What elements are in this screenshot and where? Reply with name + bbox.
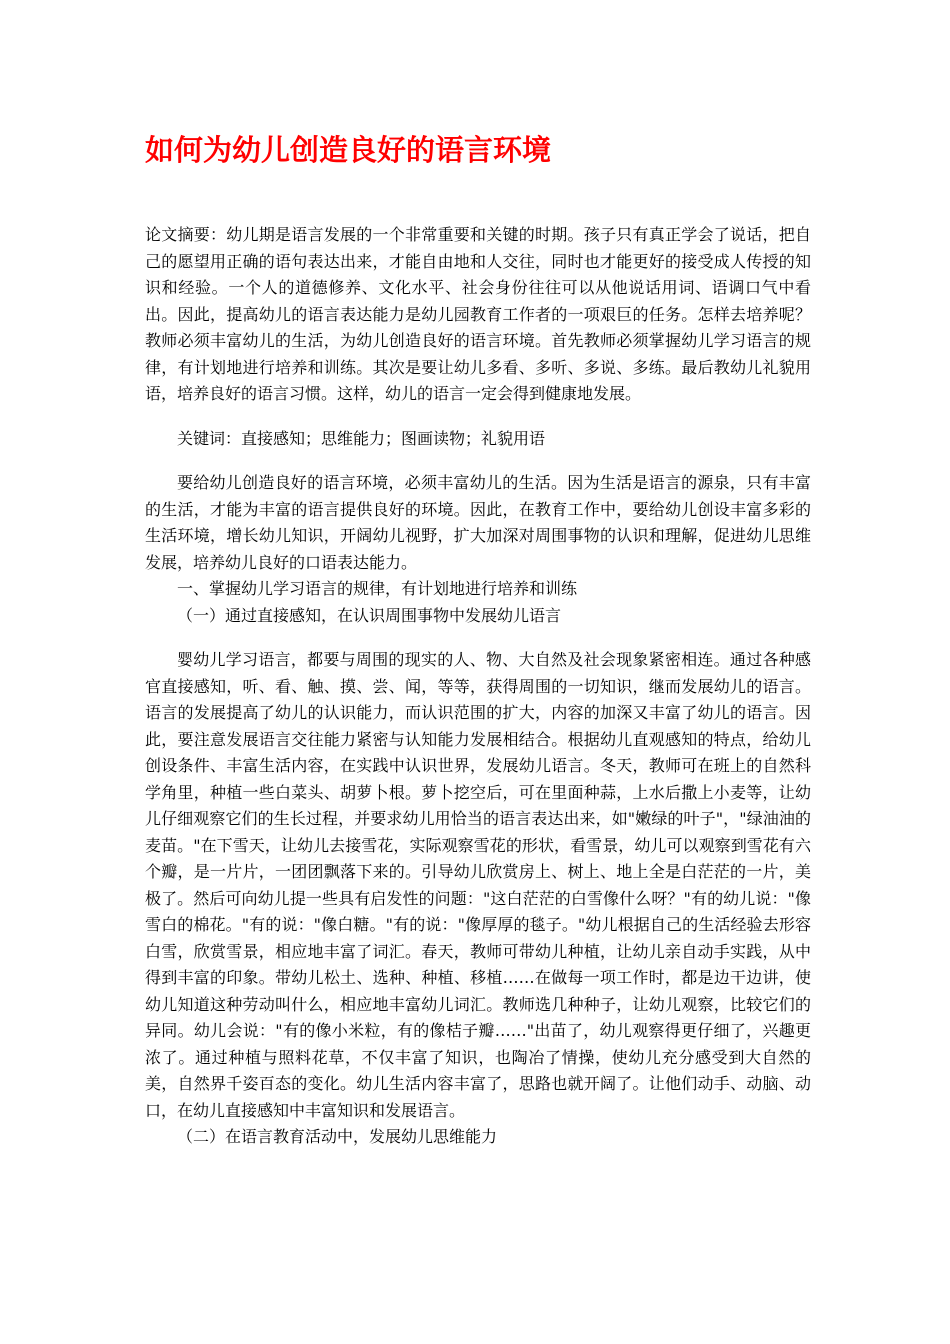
document-page [145,130,811,1151]
subsection-1-heading: （一）通过直接感知，在认识周围事物中发展幼儿语言 [177,605,562,625]
document-title: 如何为幼儿创造良好的语言环境 [145,133,552,167]
section-1-heading: 一、掌握幼儿学习语言的规律，有计划地进行培养和训练 [177,579,578,598]
keywords-line: 关键词：直接感知；思维能力；图画读物；礼貌用语 [177,428,546,448]
intro-paragraph: 要给幼儿创造良好的语言环境，必须丰富幼儿的生活。因为生活是语言的源泉，只有丰富的生活，才能为丰富的语言提供良好的环境。因此，在教育工作中，要给幼儿创设丰富多彩的生活环境，增长幼儿知识，开阔幼儿视野，扩大加深对周围事物的认识和理解，促进幼儿思维发展，培养幼儿良好的口语表达能力。 [145,473,811,572]
abstract-paragraph: 论文摘要：幼儿期是语言发展的一个非常重要和关键的时期。孩子只有真正学会了说话，把自己的愿望用正确的语句表达出来，才能自由地和人交往，同时也才能更好的接受成人传授的知识和经验。一个人的道德修养、文化水平、社会身份往往可以从他说话用词、语调口气中看出。因此，提高幼儿的语言表达能力是幼儿园教育工作者的一项艰巨的任务。怎样去培养呢？教师必须丰富幼儿的生活，为幼儿创造良好的语言环境。首先教师必须掌握幼儿学习语言的规律，有计划地进行培养和训练。其次是要让幼儿多看、多听、多说、多练。最后教幼儿礼貌用语，培养良好的语言习惯。这样，幼儿的语言一定会得到健康地发展。 [145,225,811,403]
subsection-2-heading: （二）在语言教育活动中，发展幼儿思维能力 [177,1127,498,1146]
subsection-1-body: 婴幼儿学习语言，都要与周围的现实的人、物、大自然及社会现象紧密相连。通过各种感官直接感知，听、看、触、摸、尝、闻，等等，获得周围的一切知识，继而发展幼儿的语言。语言的发展提高了幼儿的认识能力，而认识范围的扩大，内容的加深又丰富了幼儿的语言。因此，要注意发展语言交往能力紧密与认知能力发展相结合。根据幼儿直观感知的特点，给幼儿创设条件、丰富生活内容，在实践中认识世界，发展幼儿语言。冬天，教师可在班上的自然科学角里，种植一些白菜头、胡萝卜根。萝卜挖空后，可在里面种蒜，上水后撒上小麦等，让幼儿仔细观察它们的生长过程，并要求幼儿用恰当的语言表达出来，如"嫩绿的叶子"，"绿油油的麦苗。"在下雪天，让幼儿去接雪花，实际观察雪花的形状，看雪景，幼儿可以观察到雪花有六个瓣，是一片片，一团团飘落下来的。引导幼儿欣赏房上、树上、地上全是白茫茫的一片，美极了。然后可向幼儿提一些具有启发性的问题："这白茫茫的白雪像什么呀？"有的幼儿说："像雪白的棉花。"有的说："像白糖。"有的说："像厚厚的毯子。"幼儿根据自己的生活经验去形容白雪，欣赏雪景，相应地丰富了词汇。春天，教师可带幼儿种植，让幼儿亲自动手实践，从中得到丰富的印象。带幼儿松土、选种、种植、移植……在做每一项工作时，都是边干边讲，使幼儿知道这种劳动叫什么，相应地丰富幼儿词汇。教师选几种种子，让幼儿观察，比较它们的异同。幼儿会说："有的像小米粒，有的像桔子瓣……"出苗了，幼儿观察得更仔细了，兴趣更浓了。通过种植与照料花草，不仅丰富了知识，也陶冶了情操，使幼儿充分感受到大自然的美，自然界千姿百态的变化。幼儿生活内容丰富了，思路也就开阔了。让他们动手、动脑、动口，在幼儿直接感知中丰富知识和发展语言。 [145,650,811,1120]
